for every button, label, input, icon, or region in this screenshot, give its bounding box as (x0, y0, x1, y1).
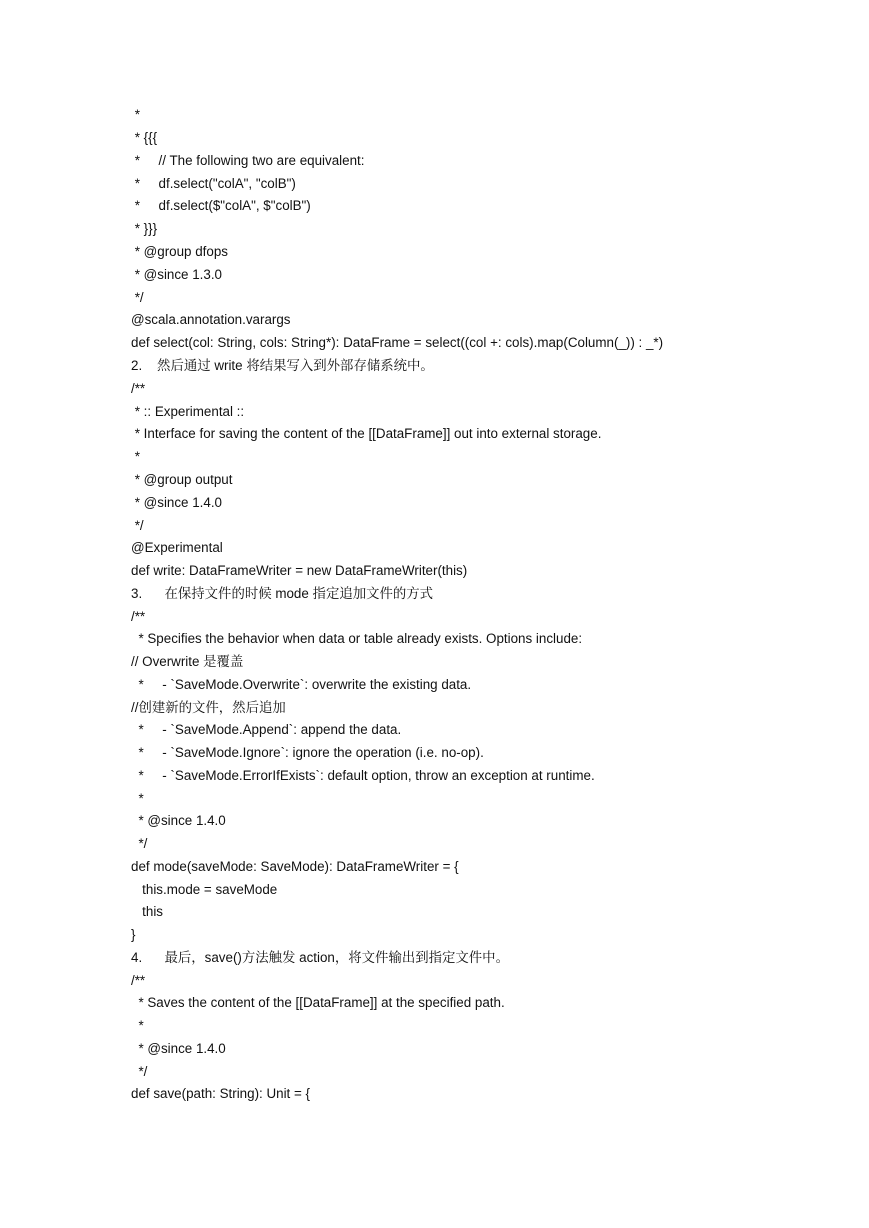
code-line: def mode(saveMode: SaveMode): DataFrameWriter = { (131, 859, 459, 874)
code-line: * df.select($"colA", $"colB") (131, 198, 311, 213)
code-line: * - `SaveMode.Overwrite`: overwrite the existing data. (131, 677, 472, 692)
step-heading: 3. 在保持文件的时候 mode 指定追加文件的方式 (131, 586, 434, 601)
code-line: def select(col: String, cols: String*): DataFrame = select((col +: cols).map(Column(_)) : _*) (131, 335, 664, 350)
code-line: * Interface for saving the content of the [[DataFrame]] out into external storage. (131, 426, 602, 441)
code-line: /** (131, 609, 146, 624)
code-line: * (131, 449, 140, 464)
code-line: * // The following two are equivalent: (131, 153, 365, 168)
code-line: */ (131, 290, 144, 305)
code-line: */ (131, 836, 148, 851)
code-line: * {{{ (131, 130, 158, 145)
code-line: //创建新的文件，然后追加 (131, 700, 286, 715)
code-line: def write: DataFrameWriter = new DataFrameWriter(this) (131, 563, 468, 578)
code-line: */ (131, 1064, 148, 1079)
code-line: * :: Experimental :: (131, 404, 245, 419)
code-line: * @since 1.4.0 (131, 1041, 226, 1056)
code-line: * }}} (131, 221, 158, 236)
code-line: /** (131, 381, 146, 396)
code-line: * @since 1.4.0 (131, 813, 226, 828)
code-line: @scala.annotation.varargs (131, 312, 291, 327)
code-line: } (131, 927, 136, 942)
code-line: this (131, 904, 163, 919)
code-line: * @group output (131, 472, 233, 487)
code-line: * (131, 791, 144, 806)
code-line: // Overwrite 是覆盖 (131, 654, 244, 669)
step-heading: 2. 然后通过 write 将结果写入到外部存储系统中。 (131, 358, 434, 373)
code-line: */ (131, 518, 144, 533)
code-line: * - `SaveMode.Append`: append the data. (131, 722, 402, 737)
code-line: * df.select("colA", "colB") (131, 176, 296, 191)
code-line: * - `SaveMode.Ignore`: ignore the operation (i.e. no-op). (131, 745, 484, 760)
code-line: * - `SaveMode.ErrorIfExists`: default option, throw an exception at runtime. (131, 768, 595, 783)
step-heading: 4. 最后，save()方法触发 action，将文件输出到指定文件中。 (131, 950, 509, 965)
code-line: * @since 1.4.0 (131, 495, 223, 510)
code-line: def save(path: String): Unit = { (131, 1086, 311, 1101)
code-line: * Saves the content of the [[DataFrame]] at the specified path. (131, 995, 505, 1010)
code-line: @Experimental (131, 540, 223, 555)
code-line: /** (131, 973, 146, 988)
code-line: * Specifies the behavior when data or table already exists. Options include: (131, 631, 583, 646)
code-line: * (131, 1018, 144, 1033)
code-line: this.mode = saveMode (131, 882, 278, 897)
code-line: * @group dfops (131, 244, 228, 259)
code-line: * @since 1.3.0 (131, 267, 223, 282)
code-line: * (131, 107, 140, 122)
